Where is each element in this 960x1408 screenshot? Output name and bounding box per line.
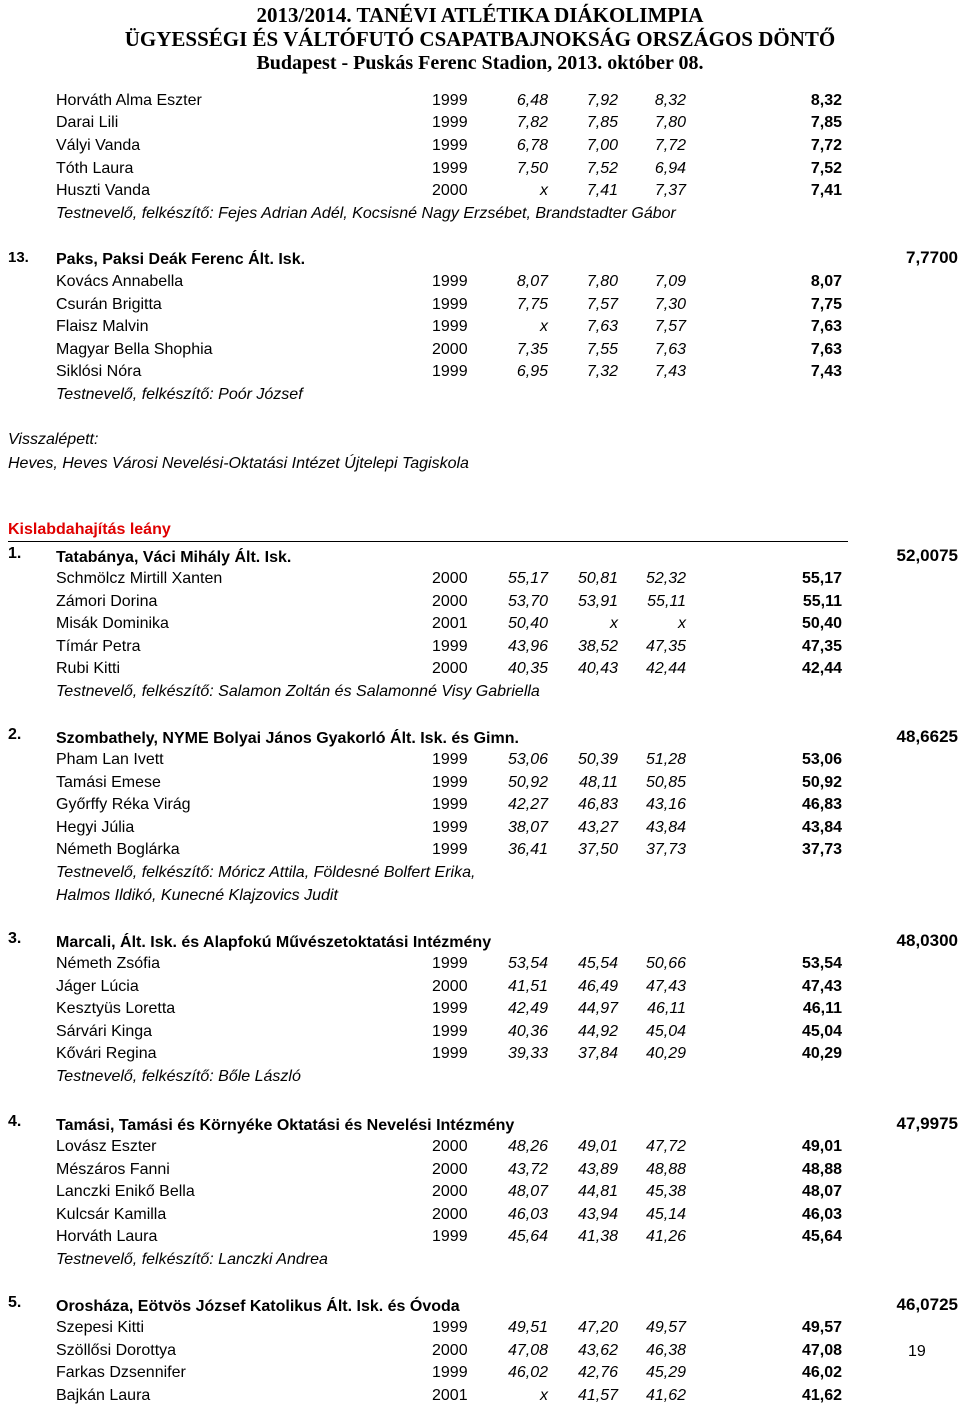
attempt-3: 45,14 <box>645 1205 686 1223</box>
athlete-name: Magyar Bella Shophia <box>56 340 213 358</box>
header-venue: Budapest - Puskás Ferenc Stadion, 2013. október 08. <box>256 52 704 74</box>
birth-year: 1999 <box>432 841 468 859</box>
attempt-2: 44,97 <box>577 1000 618 1018</box>
attempt-3: 46,38 <box>645 1341 686 1359</box>
header-title: 2013/2014. TANÉVI ATLÉTIKA DIÁKOLIMPIA <box>256 3 704 27</box>
best-result: 46,03 <box>801 1205 842 1223</box>
athlete-name: Zámori Dorina <box>56 592 158 610</box>
birth-year: 1999 <box>432 1364 468 1382</box>
athlete-name: Csurán Brigitta <box>56 295 162 313</box>
best-result: 46,11 <box>802 1000 842 1018</box>
withdrawn-label: Visszalépett: <box>8 431 99 448</box>
birth-year: 2000 <box>432 660 468 678</box>
attempt-1: 43,96 <box>507 637 548 655</box>
best-result: 40,29 <box>801 1045 842 1063</box>
attempt-1: 50,92 <box>507 773 548 791</box>
attempt-1: 50,40 <box>507 615 548 633</box>
best-result: 55,11 <box>802 592 842 610</box>
team-school: Tatabánya, Váci Mihály Ált. Isk. <box>56 549 292 566</box>
attempt-2: 37,50 <box>577 841 618 859</box>
attempt-3: 8,32 <box>654 92 686 109</box>
attempt-1: 48,07 <box>507 1183 548 1201</box>
athlete-name: Misák Dominika <box>56 615 169 633</box>
attempt-2: 41,57 <box>577 1386 618 1404</box>
attempt-2: 7,41 <box>586 182 618 199</box>
attempt-1: 48,26 <box>507 1138 548 1155</box>
attempt-2: 43,89 <box>577 1160 618 1178</box>
birth-year: 2000 <box>432 1341 468 1359</box>
attempt-3: 45,29 <box>645 1364 686 1382</box>
attempt-2: 44,92 <box>577 1022 618 1040</box>
birth-year: 1999 <box>432 160 468 177</box>
team-score: 48,6625 <box>896 727 958 746</box>
birth-year: 1999 <box>432 773 468 791</box>
athlete-name: Tamási Emese <box>56 773 161 791</box>
attempt-3: x <box>678 615 686 633</box>
attempt-2: 42,76 <box>577 1364 618 1382</box>
athlete-name: Győrffy Réka Virág <box>56 796 191 814</box>
best-result: 7,63 <box>810 318 842 336</box>
team-rank: 13. <box>8 249 29 266</box>
attempt-3: 50,66 <box>645 955 686 972</box>
athlete-name: Flaisz Malvin <box>56 318 149 336</box>
birth-year: 1999 <box>432 137 468 154</box>
header-subtitle: ÜGYESSÉGI ÉS VÁLTÓFUTÓ CSAPATBAJNOKSÁG ORSZÁGOS DÖNTŐ <box>124 27 836 51</box>
athlete-name: Kővári Regina <box>56 1045 157 1063</box>
attempt-3: 47,43 <box>645 977 686 995</box>
attempt-1: 7,35 <box>516 340 548 358</box>
team-rank: 4. <box>8 1113 22 1130</box>
attempt-1: x <box>540 318 548 336</box>
best-result: 7,72 <box>810 137 842 154</box>
best-result: 7,63 <box>810 340 842 358</box>
best-result: 53,06 <box>801 751 842 768</box>
best-result: 55,17 <box>801 570 842 587</box>
attempt-1: 7,75 <box>516 295 548 313</box>
birth-year: 2000 <box>432 570 468 587</box>
coach-line: Testnevelő, felkészítő: Móricz Attila, Földesné Bolfert Erika, <box>56 864 476 881</box>
athlete-name: Tímár Petra <box>56 637 141 655</box>
best-result: 47,08 <box>801 1341 842 1359</box>
best-result: 49,01 <box>801 1138 842 1155</box>
attempt-3: 41,62 <box>645 1386 686 1404</box>
attempt-3: 42,44 <box>645 660 686 678</box>
attempt-2: 7,55 <box>586 340 618 358</box>
attempt-1: 8,07 <box>516 273 548 290</box>
coach-line: Testnevelő, felkészítő: Poór József <box>56 386 303 403</box>
attempt-1: x <box>540 182 548 199</box>
best-result: 8,32 <box>810 92 842 109</box>
athlete-name: Németh Boglárka <box>56 841 180 859</box>
birth-year: 1999 <box>432 818 468 836</box>
coach-line: Testnevelő, felkészítő: Lanczki Andrea <box>56 1251 328 1268</box>
attempt-2: 46,83 <box>577 796 618 814</box>
page-number: 19 <box>908 1343 926 1360</box>
birth-year: 1999 <box>432 1000 468 1018</box>
birth-year: 1999 <box>432 1319 468 1336</box>
birth-year: 1999 <box>432 1022 468 1040</box>
attempt-3: 7,37 <box>654 182 686 199</box>
attempt-2: 7,63 <box>586 318 618 336</box>
athlete-name: Lanczki Enikő Bella <box>56 1183 195 1201</box>
event-title: Kislabdahajítás leány <box>8 521 171 538</box>
coach-line: Testnevelő, felkészítő: Bőle László <box>56 1068 301 1085</box>
athlete-name: Darai Lili <box>56 114 119 131</box>
attempt-1: 42,49 <box>507 1000 548 1018</box>
attempt-1: 40,36 <box>507 1022 548 1040</box>
attempt-2: 48,11 <box>579 773 618 791</box>
athlete-name: Hegyi Júlia <box>56 818 135 836</box>
team-score: 48,0300 <box>896 931 958 950</box>
attempt-1: x <box>540 1386 548 1404</box>
birth-year: 2000 <box>432 977 468 995</box>
attempt-3: 43,16 <box>645 796 686 814</box>
attempt-2: 43,94 <box>577 1205 618 1223</box>
attempt-2: 44,81 <box>577 1183 618 1201</box>
attempt-3: 7,80 <box>654 114 686 131</box>
attempt-3: 55,11 <box>647 592 686 610</box>
coach-line: Testnevelő, felkészítő: Salamon Zoltán és Salamonné Visy Gabriella <box>56 683 540 700</box>
team-score: 52,0075 <box>896 546 958 565</box>
attempt-1: 38,07 <box>507 818 548 836</box>
attempt-3: 45,38 <box>645 1183 686 1201</box>
attempt-1: 7,50 <box>516 160 548 177</box>
attempt-3: 46,11 <box>647 1000 686 1018</box>
team-school: Tamási, Tamási és Környéke Oktatási és Nevelési Intézmény <box>56 1117 515 1134</box>
athlete-name: Rubi Kitti <box>56 660 121 678</box>
best-result: 47,35 <box>801 637 842 655</box>
best-result: 50,40 <box>801 615 842 633</box>
athlete-name: Kovács Annabella <box>56 273 184 290</box>
athlete-name: Huszti Vanda <box>56 182 150 199</box>
attempt-3: 7,72 <box>654 137 686 154</box>
attempt-1: 39,33 <box>507 1045 548 1063</box>
attempt-2: 46,49 <box>577 977 618 995</box>
attempt-3: 7,43 <box>654 363 686 381</box>
attempt-3: 7,30 <box>654 295 686 313</box>
attempt-3: 51,28 <box>645 751 686 768</box>
team-rank: 1. <box>8 545 22 562</box>
birth-year: 1999 <box>432 295 468 313</box>
attempt-1: 46,03 <box>507 1205 548 1223</box>
attempt-2: 40,43 <box>577 660 618 678</box>
attempt-2: 45,54 <box>577 955 618 972</box>
birth-year: 1999 <box>432 955 468 972</box>
best-result: 7,85 <box>810 114 842 131</box>
birth-year: 2000 <box>432 340 468 358</box>
attempt-1: 6,78 <box>516 137 548 154</box>
athlete-name: Kesztyüs Loretta <box>56 1000 176 1018</box>
birth-year: 2000 <box>432 1138 468 1155</box>
attempt-1: 41,51 <box>507 977 548 995</box>
best-result: 53,54 <box>801 955 842 972</box>
attempt-2: 7,00 <box>586 137 618 154</box>
team-score: 46,0725 <box>896 1295 958 1314</box>
coach-line: Halmos Ildikó, Kunecné Klajzovics Judit <box>56 887 338 904</box>
attempt-3: 40,29 <box>645 1045 686 1063</box>
athlete-name: Bajkán Laura <box>56 1386 151 1404</box>
best-result: 48,88 <box>801 1160 842 1178</box>
attempt-1: 46,02 <box>507 1364 548 1382</box>
attempt-2: 37,84 <box>577 1045 618 1063</box>
best-result: 7,43 <box>810 363 842 381</box>
best-result: 48,07 <box>801 1183 842 1201</box>
best-result: 49,57 <box>801 1319 842 1336</box>
best-result: 45,04 <box>801 1022 842 1040</box>
attempt-2: 47,20 <box>577 1319 618 1336</box>
attempt-1: 42,27 <box>507 796 548 814</box>
athlete-name: Vályi Vanda <box>56 137 141 154</box>
attempt-2: 38,52 <box>577 637 618 655</box>
attempt-2: 50,81 <box>577 570 618 587</box>
attempt-3: 41,26 <box>645 1228 686 1246</box>
best-result: 43,84 <box>801 818 842 836</box>
team-rank: 3. <box>8 930 22 947</box>
attempt-3: 43,84 <box>645 818 686 836</box>
athlete-name: Sárvári Kinga <box>56 1022 153 1040</box>
attempt-3: 50,85 <box>645 773 686 791</box>
best-result: 45,64 <box>801 1228 842 1246</box>
team-school: Szombathely, NYME Bolyai János Gyakorló Ált. Isk. és Gimn. <box>56 730 519 747</box>
attempt-3: 49,57 <box>645 1319 686 1336</box>
team-school: Marcali, Ált. Isk. és Alapfokú Művészetoktatási Intézmény <box>56 934 492 951</box>
attempt-3: 47,72 <box>645 1138 686 1155</box>
event-divider <box>8 541 848 542</box>
coach-line: Testnevelő, felkészítő: Fejes Adrian Adél, Kocsisné Nagy Erzsébet, Brandstadter Gábor <box>56 205 676 222</box>
birth-year: 1999 <box>432 637 468 655</box>
attempt-1: 43,72 <box>507 1160 548 1178</box>
attempt-2: 43,27 <box>577 818 618 836</box>
attempt-3: 37,73 <box>645 841 686 859</box>
attempt-1: 47,08 <box>507 1341 548 1359</box>
attempt-2: 50,39 <box>577 751 618 768</box>
athlete-name: Németh Zsófia <box>56 955 161 972</box>
birth-year: 2000 <box>432 182 468 199</box>
athlete-name: Pham Lan Ivett <box>56 751 164 768</box>
birth-year: 2000 <box>432 1160 468 1178</box>
birth-year: 1999 <box>432 1045 468 1063</box>
athlete-name: Schmölcz Mirtill Xanten <box>56 570 223 587</box>
birth-year: 1999 <box>432 318 468 336</box>
best-result: 7,52 <box>810 160 842 177</box>
best-result: 46,02 <box>801 1364 842 1382</box>
attempt-2: x <box>610 615 618 633</box>
attempt-1: 40,35 <box>507 660 548 678</box>
attempt-1: 53,54 <box>507 955 548 972</box>
birth-year: 1999 <box>432 92 468 109</box>
athlete-name: Horváth Laura <box>56 1228 158 1246</box>
athlete-name: Tóth Laura <box>56 160 134 177</box>
attempt-1: 6,95 <box>516 363 548 381</box>
birth-year: 2000 <box>432 1205 468 1223</box>
attempt-2: 7,57 <box>586 295 618 313</box>
athlete-name: Szepesi Kitti <box>56 1319 145 1336</box>
attempt-1: 7,82 <box>516 114 548 131</box>
birth-year: 2001 <box>432 1386 468 1404</box>
attempt-1: 45,64 <box>507 1228 548 1246</box>
athlete-name: Szöllősi Dorottya <box>56 1341 177 1359</box>
birth-year: 1999 <box>432 1228 468 1246</box>
team-rank: 2. <box>8 726 22 743</box>
attempt-2: 49,01 <box>577 1138 618 1155</box>
attempt-2: 7,92 <box>586 92 618 109</box>
attempt-1: 53,70 <box>507 592 548 610</box>
best-result: 7,41 <box>810 182 842 199</box>
attempt-2: 7,52 <box>586 160 618 177</box>
attempt-2: 43,62 <box>577 1341 618 1359</box>
athlete-name: Horváth Alma Eszter <box>56 92 202 109</box>
best-result: 37,73 <box>801 841 842 859</box>
athlete-name: Mészáros Fanni <box>56 1160 170 1178</box>
attempt-2: 41,38 <box>577 1228 618 1246</box>
best-result: 7,75 <box>810 295 842 313</box>
best-result: 41,62 <box>801 1386 842 1404</box>
attempt-2: 53,91 <box>577 592 618 610</box>
attempt-1: 36,41 <box>507 841 548 859</box>
withdrawn-school: Heves, Heves Városi Nevelési-Oktatási Intézet Újtelepi Tagiskola <box>8 455 469 472</box>
best-result: 47,43 <box>801 977 842 995</box>
birth-year: 1999 <box>432 751 468 768</box>
birth-year: 2000 <box>432 592 468 610</box>
attempt-3: 7,57 <box>654 318 686 336</box>
attempt-2: 7,85 <box>586 114 618 131</box>
attempt-1: 53,06 <box>507 751 548 768</box>
team-score: 7,7700 <box>906 248 958 267</box>
best-result: 50,92 <box>801 773 842 791</box>
attempt-2: 7,80 <box>586 273 618 290</box>
attempt-1: 49,51 <box>507 1319 548 1336</box>
attempt-3: 52,32 <box>645 570 686 587</box>
attempt-3: 7,09 <box>654 273 686 290</box>
athlete-name: Lovász Eszter <box>56 1138 157 1155</box>
best-result: 46,83 <box>801 796 842 814</box>
birth-year: 1999 <box>432 273 468 290</box>
birth-year: 1999 <box>432 796 468 814</box>
attempt-3: 47,35 <box>645 637 686 655</box>
attempt-3: 7,63 <box>654 340 686 358</box>
attempt-2: 7,32 <box>586 363 618 381</box>
best-result: 42,44 <box>801 660 842 678</box>
athlete-name: Siklósi Nóra <box>56 363 142 381</box>
birth-year: 1999 <box>432 114 468 131</box>
team-score: 47,9975 <box>896 1114 958 1133</box>
birth-year: 2001 <box>432 615 468 633</box>
attempt-1: 55,17 <box>507 570 548 587</box>
team-school: Orosháza, Eötvös József Katolikus Ált. Isk. és Óvoda <box>56 1298 460 1315</box>
attempt-3: 6,94 <box>654 160 686 177</box>
attempt-3: 45,04 <box>645 1022 686 1040</box>
athlete-name: Kulcsár Kamilla <box>56 1205 167 1223</box>
team-rank: 5. <box>8 1294 22 1311</box>
attempt-1: 6,48 <box>516 92 548 109</box>
athlete-name: Farkas Dzsennifer <box>56 1364 186 1382</box>
birth-year: 2000 <box>432 1183 468 1201</box>
athlete-name: Jáger Lúcia <box>56 977 139 995</box>
team-school: Paks, Paksi Deák Ferenc Ált. Isk. <box>56 251 306 268</box>
birth-year: 1999 <box>432 363 468 381</box>
best-result: 8,07 <box>810 273 842 290</box>
attempt-3: 48,88 <box>645 1160 686 1178</box>
